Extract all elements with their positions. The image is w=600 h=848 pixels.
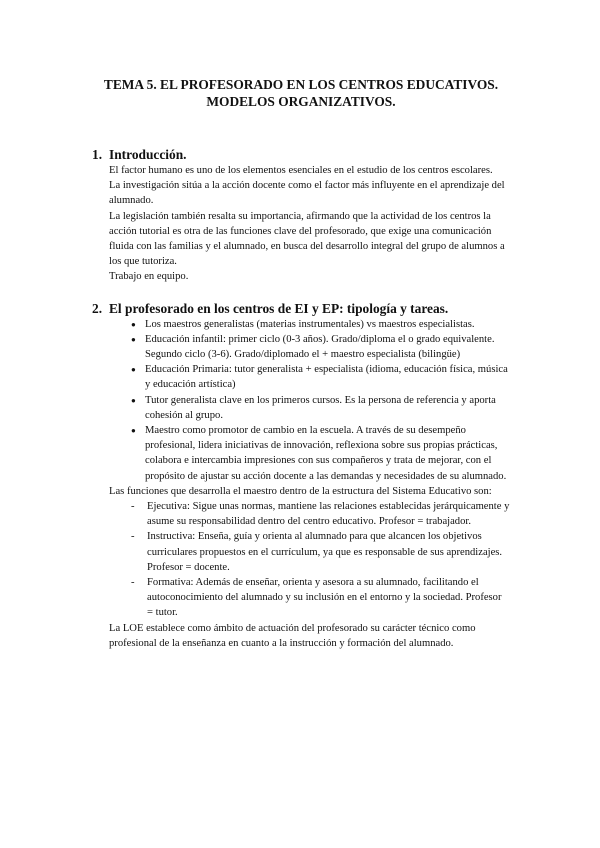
- list-item: [131, 393, 510, 423]
- bullet-extra-text: Segundo ciclo (3-6). Grado/diplomado el + maestro especialista (bilingüe): [145, 349, 461, 361]
- list-item: [131, 332, 510, 362]
- document-title: [92, 76, 510, 110]
- title-line-1: TEMA 5. EL PROFESORADO EN LOS CENTROS EDUCATIVOS.: [103, 77, 499, 92]
- section-2-heading: [92, 300, 510, 317]
- section-1-number: 1.: [92, 147, 103, 162]
- functions-intro: Las funciones que desarrolla el maestro dentro de la estructura del Sistema Educativo son:: [109, 485, 492, 497]
- intro-paragraph-1: El factor humano es uno de los elementos esenciales en el estudio de los centros escolares.: [109, 165, 493, 176]
- section-teachers: [92, 300, 510, 651]
- bullet-text: Los maestros generalistas (materias instrumentales) vs maestros especialistas.: [145, 318, 475, 330]
- list-item: [131, 362, 510, 392]
- list-item: [131, 317, 510, 332]
- section-2-number: 2.: [92, 300, 103, 316]
- list-item: [131, 423, 510, 484]
- intro-paragraph-4: Trabajo en equipo.: [109, 271, 189, 283]
- closing-paragraph: La LOE establece como ámbito de actuación del profesorado su carácter técnico como profesional de la enseñanza en cuanto a la instrucción y formación del alumnado.: [109, 622, 476, 649]
- bullet-text: Educación Primaria: tutor generalista + especialista (idioma, educación física, música y educación artística): [145, 364, 508, 391]
- intro-paragraph-3: La legislación también resalta su importancia, afirmando que la actividad de los centros la acción tutorial es otra de las funciones clave del profesorado, que exige una comunicación fluida con las familias y el alumnado, en busca del desarrollo integral del grupo de alumnos a los que tutoriza.: [109, 210, 505, 268]
- bullet-text: Educación infantil: primer ciclo (0-3 años). Grado/diploma el o grado equivalente.: [145, 333, 495, 345]
- bullet-text: Tutor generalista clave en los primeros cursos. Es la persona de referencia y aporta cohesión al grupo.: [145, 394, 496, 421]
- section-1-body: [109, 163, 510, 285]
- intro-paragraph-2: La investigación sitúa a la acción docente como el factor más influyente en el aprendizaje del alumnado.: [109, 180, 505, 207]
- section-1-title: Introducción.: [109, 147, 187, 162]
- section-1-heading: [92, 146, 510, 163]
- section-introduction: [92, 146, 510, 285]
- title-line-2: MODELOS ORGANIZATIVOS.: [206, 94, 396, 109]
- list-item: - Ejecutiva: Sigue unas normas, mantiene las relaciones establecidas jerárquicamente y asume su responsabilidad dentro del centro educativo. Profesor = trabajador.: [131, 499, 510, 529]
- section-2-title: El profesorado en los centros de EI y EP: tipología y tareas.: [109, 300, 449, 316]
- list-item: - Formativa: Además de enseñar, orienta y asesora a su alumnado, facilitando el autoconocimiento del alumnado y su inclusión en el entorno y la sociedad. Profesor = tutor.: [131, 575, 510, 621]
- functions-list: [109, 499, 510, 621]
- section-2-body: [109, 317, 510, 651]
- teacher-types-list: [109, 317, 510, 484]
- list-item: - Instructiva: Enseña, guía y orienta al alumnado para que alcancen los objetivos curriculares propuestos en el currículum, ya que es responsable de sus aprendizajes. Profesor = docente.: [131, 529, 510, 575]
- bullet-text: Maestro como promotor de cambio en la escuela. A través de su desempeño profesional, lidera iniciativas de innovación, reflexiona sobre sus propias prácticas, colabora e intercambia impresiones con sus compañeros y trata de mejorar, con el propósito de ajustar su acción docente a las demandas y necesidades de su alumnado.: [145, 425, 507, 482]
